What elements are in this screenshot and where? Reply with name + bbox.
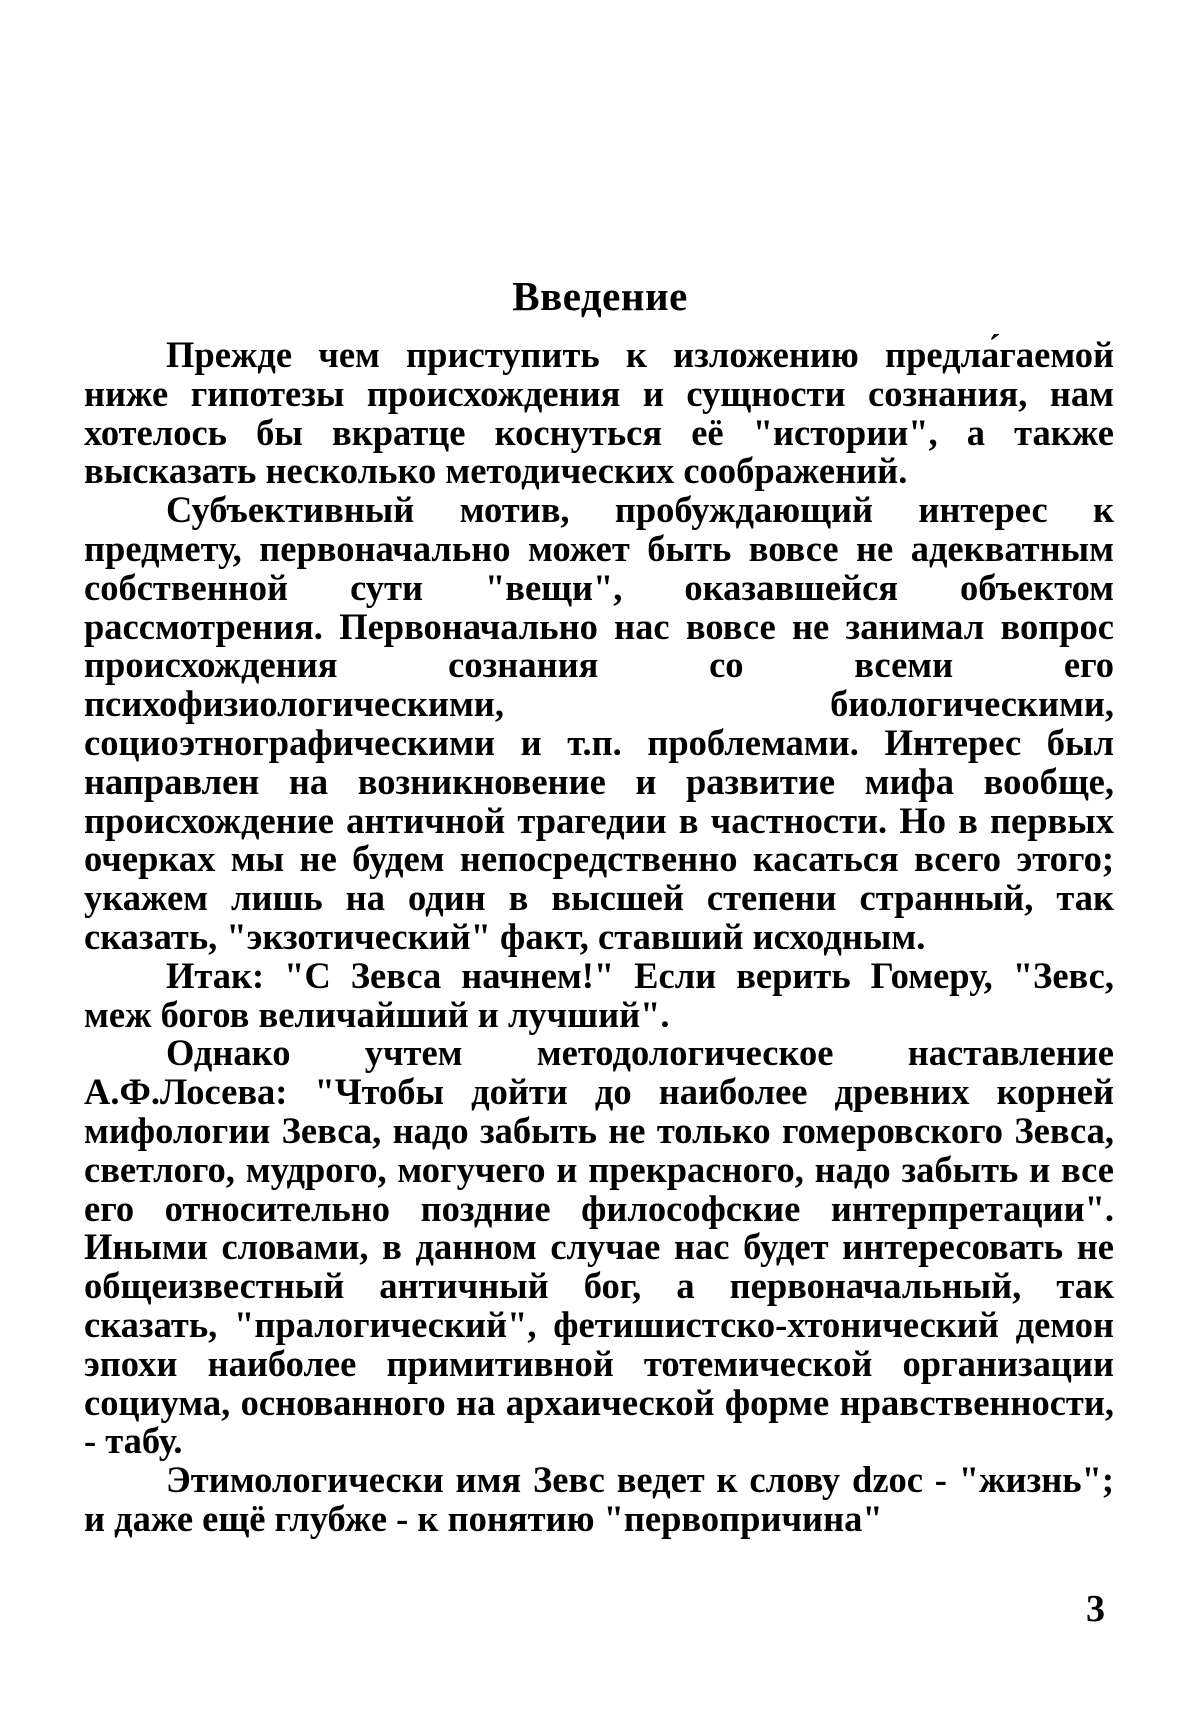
paragraph-2: Субъективный мотив, пробуждающий интерес к предмету, первоначально может быть вовсе не адекватным собственной сути "вещи", оказавшейся объектом рассмотрения. Первоначально нас вовсе не занимал вопрос происхождения сознания со всеми его психофизиологическими, биологическими, социоэтнографическими и т.п. проблемами. Интерес был направлен на возникновение и развитие мифа вообще, происхождение античной трагедии в частности. Но в первых очерках мы не будем непосредственно касаться всего этого; укажем лишь на один в высшей степени странный, так сказать, "экзотический" факт, ставший исходным. xyxy=(84,489,1114,957)
paragraph-3: Итак: "С Зевса начнем!" Если верить Гомеру, "Зевс, меж богов величайший и лучший". xyxy=(84,954,1114,1035)
paragraph-5: Этимологически имя Зевс ведет к слову dzoc - "жизнь"; и даже ещё глубже - к понятию "первопричина" xyxy=(84,1459,1114,1539)
page-title: Введение xyxy=(512,273,688,320)
page-number: 3 xyxy=(1086,1588,1105,1630)
paragraph-4: Однако учтем методологическое наставление А.Ф.Лосева: "Чтобы дойти до наиболее древних корней мифологии Зевса, надо забыть не только гомеровского Зевса, светлого, мудрого, могучего и прекрасного, надо забыть и все его относительно поздние философские интерпретации". Иными словами, в данном случае нас будет интересовать не общеизвестный античный бог, а первоначальный, так сказать, "пралогический", фетишистско-хтонический демон эпохи наиболее примитивной тотемической организации социума, основанного на архаической форме нравственности, - табу. xyxy=(84,1032,1114,1462)
body-text xyxy=(84,336,1114,1539)
paragraph-1: Прежде чем приступить к изложению предла́гаемой ниже гипотезы происхождения и сущности сознания, нам хотелось бы вкратце коснуться её "истории", а также высказать несколько методических соображений. xyxy=(84,334,1114,492)
